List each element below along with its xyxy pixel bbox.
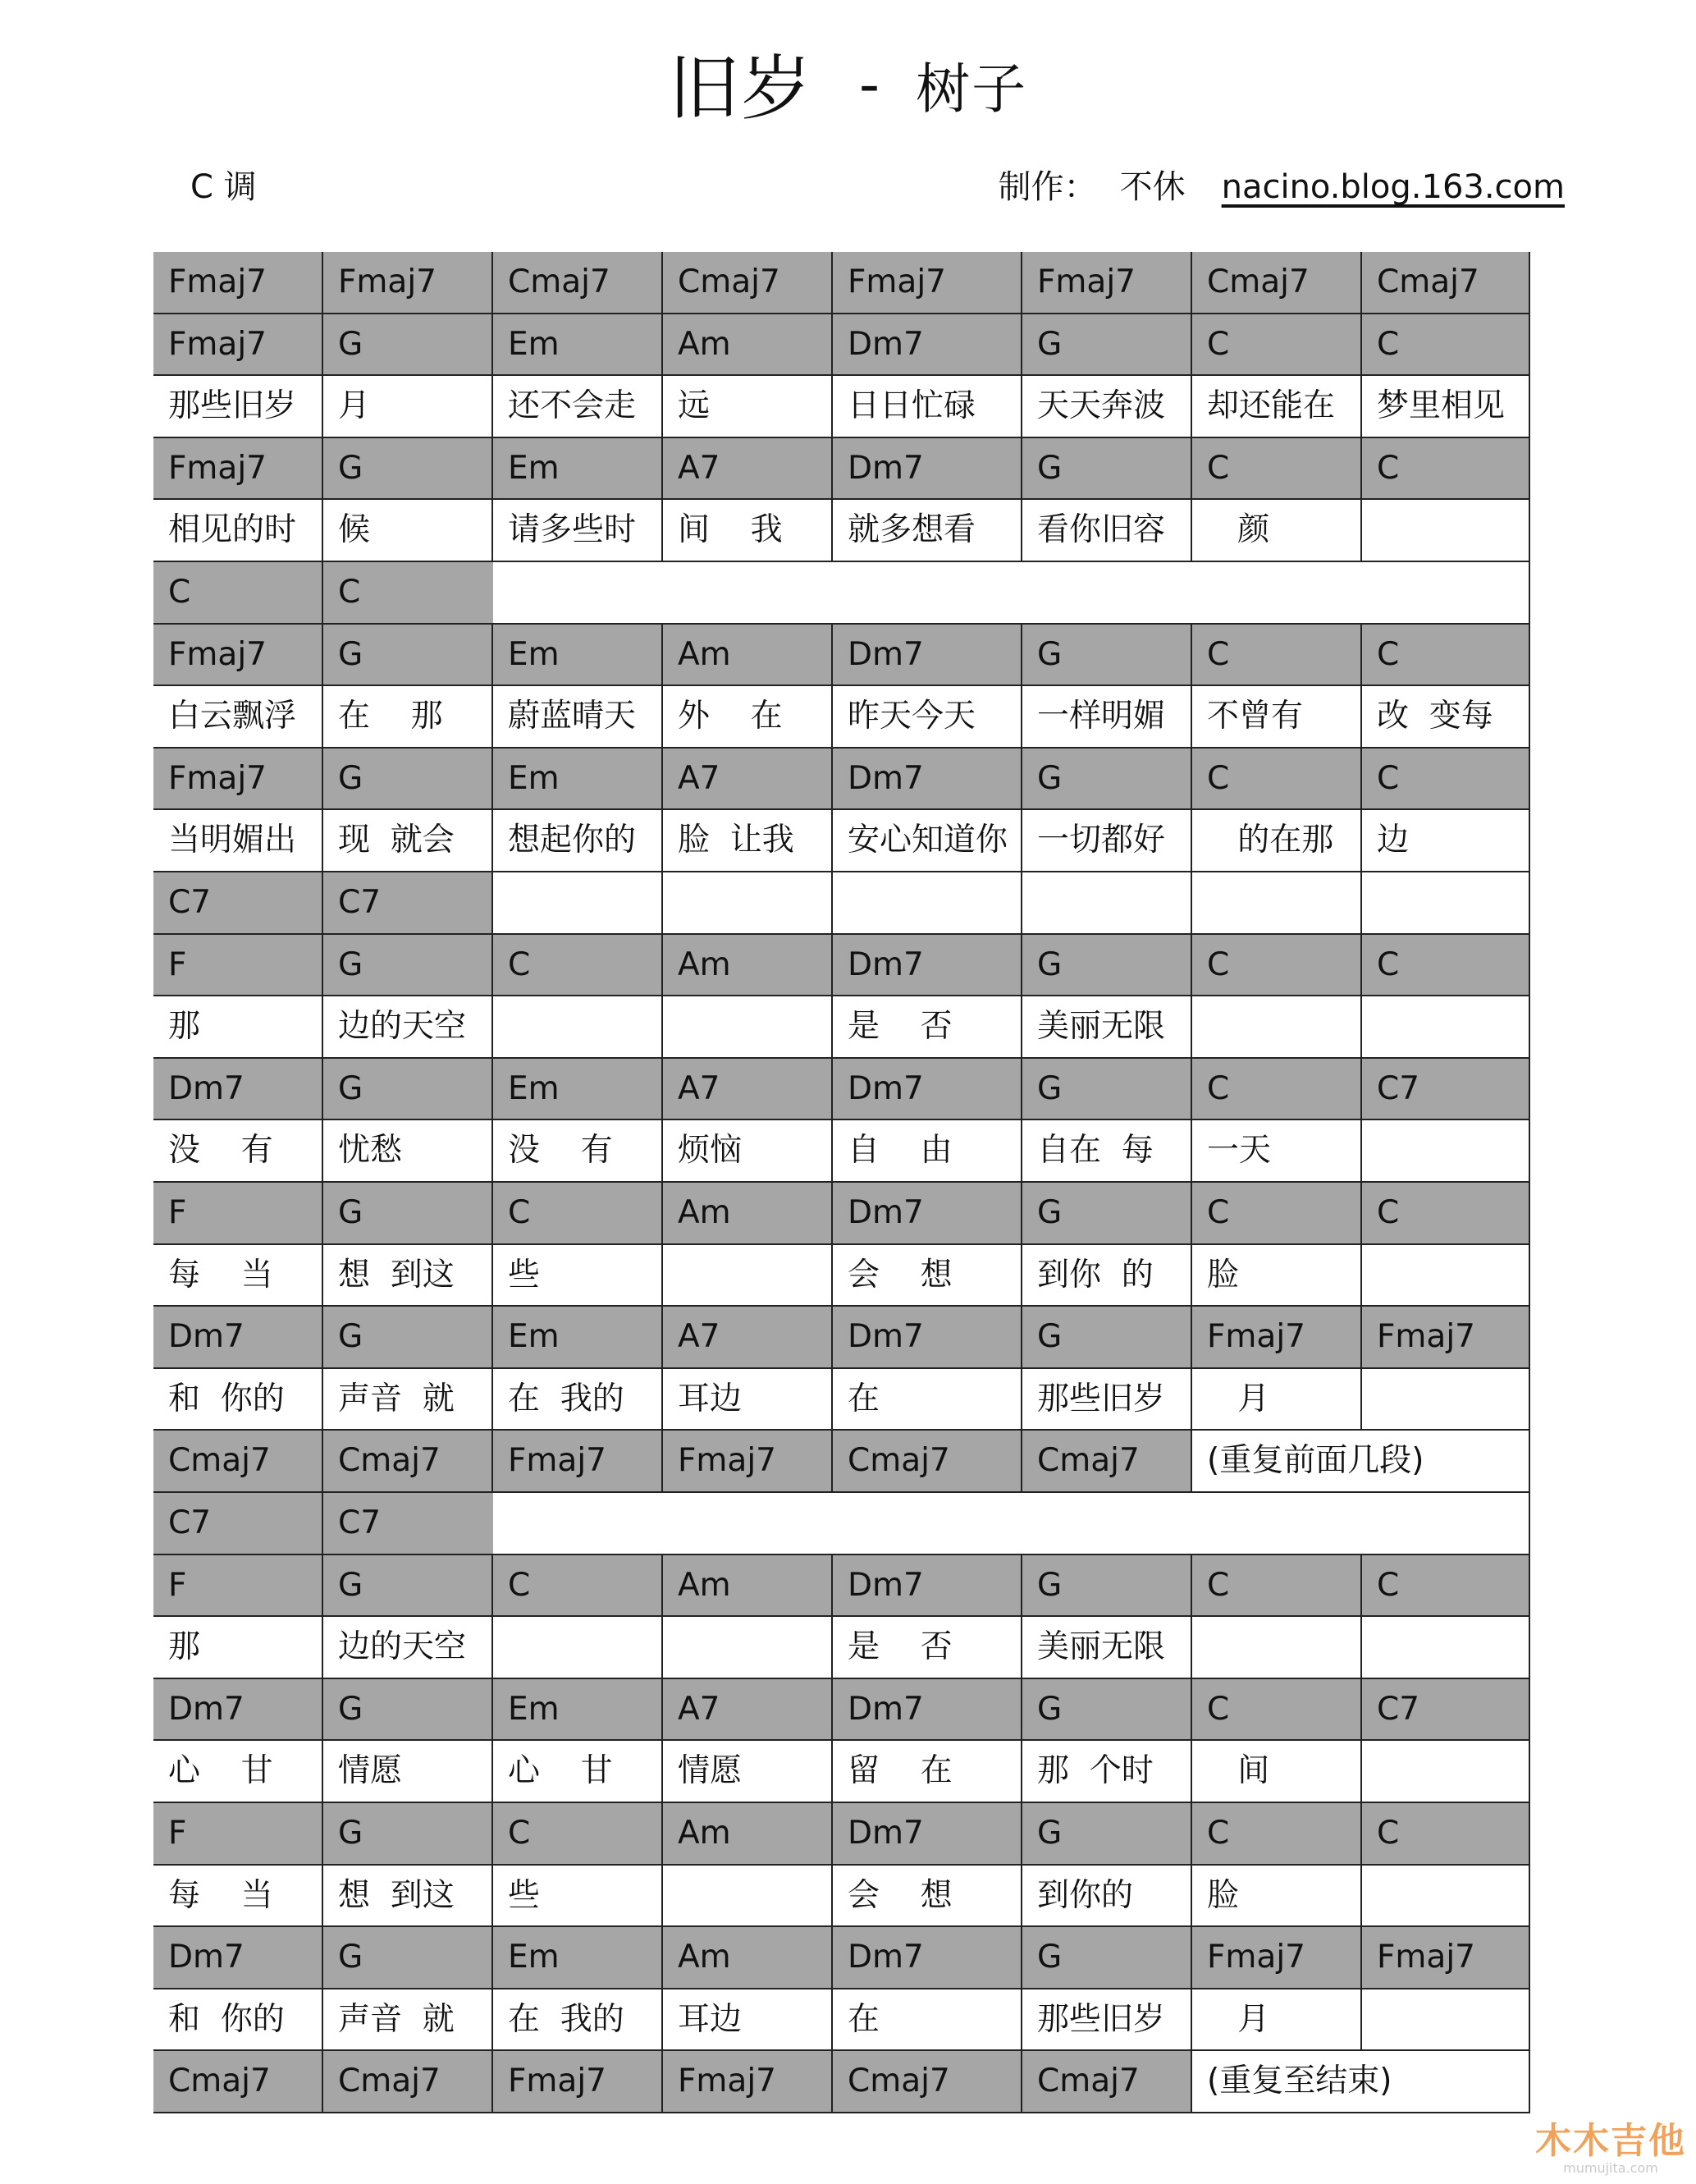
lyric-cell [493, 996, 663, 1059]
chord-cell: G [1022, 1059, 1192, 1121]
lyric-cell: 蔚蓝晴天 [493, 686, 663, 749]
lyric-cell: 在 我的 [493, 1989, 663, 2052]
lyric-cell [663, 996, 833, 1059]
lyric-cell: 在 我的 [493, 1369, 663, 1431]
chord-cell: Dm7 [833, 1059, 1022, 1121]
chord-cell: G [1022, 625, 1192, 687]
chord-cell: C7 [1362, 1679, 1530, 1742]
lyric-cell: 的在那 [1192, 810, 1362, 872]
chord-cell: G [1022, 1307, 1192, 1369]
chord-cell: A7 [663, 1679, 833, 1742]
chord-cell: C [1192, 1803, 1362, 1866]
lyric-cell: 些 [493, 1245, 663, 1307]
song-title: 旧岁 [668, 48, 813, 130]
chord-cell: G [323, 1679, 493, 1742]
lyric-cell: 自在 每 [1022, 1120, 1192, 1183]
chord-cell: C [1362, 625, 1530, 687]
chord-cell: C [1362, 1183, 1530, 1245]
lyric-cell: 想起你的 [493, 810, 663, 872]
chord-cell: G [1022, 314, 1192, 377]
chord-cell: Em [493, 1307, 663, 1369]
lyric-cell: 边的天空 [323, 996, 493, 1059]
chord-cell: Fmaj7 [493, 2051, 663, 2113]
chord-cell: G [323, 1555, 493, 1618]
lyric-cell: 心 甘 [493, 1741, 663, 1803]
chord-cell: Fmaj7 [1192, 1927, 1362, 1989]
chord-cell: C7 [323, 1493, 1530, 1555]
chord-sheet-table [153, 252, 1530, 2113]
chord-cell [493, 872, 663, 935]
chord-cell: Dm7 [833, 314, 1022, 377]
lyric-cell: 一切都好 [1022, 810, 1192, 872]
chord-cell: Dm7 [153, 1927, 323, 1989]
chord-cell: C7 [153, 1493, 323, 1555]
lyric-cell: 那 [153, 996, 323, 1059]
blank-span-cell [493, 1493, 1530, 1555]
chord-cell: C [493, 935, 663, 997]
chord-cell: Fmaj7 [663, 1431, 833, 1493]
lyric-cell: 一样明媚 [1022, 686, 1192, 749]
chord-cell: Fmaj7 [153, 625, 323, 687]
lyric-cell: 脸 [1192, 1866, 1362, 1928]
chord-cell: Fmaj7 [663, 2051, 833, 2113]
chord-cell: Dm7 [833, 438, 1022, 501]
chord-cell: G [323, 1307, 493, 1369]
lyric-cell: 间 [1192, 1741, 1362, 1803]
lyric-cell: 间 我 [663, 500, 833, 562]
lyric-cell: 日日忙碌 [833, 376, 1022, 438]
chord-cell: A7 [663, 749, 833, 811]
chord-cell: F [153, 1555, 323, 1618]
lyric-cell: 当明媚出 [153, 810, 323, 872]
lyric-cell: 一天 [1192, 1120, 1362, 1183]
lyric-cell [663, 1617, 833, 1679]
chord-cell: Cmaj7 [1362, 252, 1530, 314]
lyric-cell: 耳边 [663, 1989, 833, 2052]
lyric-cell: 留 在 [833, 1741, 1022, 1803]
lyric-cell: 美丽无限 [1022, 1617, 1192, 1679]
chord-cell: Dm7 [153, 1307, 323, 1369]
chord-cell: C [1192, 1555, 1362, 1618]
lyric-cell: 没 有 [153, 1120, 323, 1183]
lyric-cell [1362, 1866, 1530, 1928]
lyric-cell: 是 否 [833, 996, 1022, 1059]
lyric-cell: 那些旧岁 [1022, 1989, 1192, 2052]
lyric-cell: 外 在 [663, 686, 833, 749]
chord-cell [1022, 872, 1192, 935]
title-separator: - [858, 51, 882, 118]
chord-cell [663, 872, 833, 935]
chord-cell: Dm7 [833, 625, 1022, 687]
chord-cell: Fmaj7 [153, 749, 323, 811]
lyric-cell: 耳边 [663, 1369, 833, 1431]
chord-cell: C [153, 562, 323, 625]
lyric-cell: 声音 就 [323, 1989, 493, 2052]
lyric-cell: 那 [153, 1617, 323, 1679]
chord-cell: Am [663, 1803, 833, 1866]
chord-cell: C [493, 1183, 663, 1245]
chord-cell: G [323, 935, 493, 997]
chord-cell: G [323, 1927, 493, 1989]
chord-cell: G [323, 749, 493, 811]
lyric-cell [1192, 996, 1362, 1059]
chord-cell: Am [663, 314, 833, 377]
chord-cell: Em [493, 314, 663, 377]
artist-name: 树子 [916, 57, 1028, 121]
chord-cell: (重复前面几段) [1192, 1431, 1530, 1493]
blank-span-cell [493, 562, 1530, 625]
lyric-cell [1362, 1120, 1530, 1183]
chord-cell: Am [663, 1927, 833, 1989]
lyric-cell: 现 就会 [323, 810, 493, 872]
lyric-cell: 想 到这 [323, 1245, 493, 1307]
lyric-cell [1362, 1617, 1530, 1679]
lyric-cell: 情愿 [323, 1741, 493, 1803]
lyric-cell: 边 [1362, 810, 1530, 872]
lyric-cell [493, 1617, 663, 1679]
chord-cell: Am [663, 625, 833, 687]
chord-cell: Cmaj7 [1022, 1431, 1192, 1493]
lyric-cell: 在 [833, 1989, 1022, 2052]
chord-cell: G [1022, 1927, 1192, 1989]
chord-cell: C [1192, 438, 1362, 501]
lyric-cell: 自 由 [833, 1120, 1022, 1183]
chord-cell: C [1192, 749, 1362, 811]
chord-cell: G [1022, 935, 1192, 997]
chord-cell: C [323, 562, 1530, 625]
lyric-cell: 脸 让我 [663, 810, 833, 872]
chord-cell: Fmaj7 [833, 252, 1022, 314]
watermark-url: mumujita.com [1563, 2160, 1658, 2176]
lyric-cell: 烦恼 [663, 1120, 833, 1183]
chord-cell [1362, 872, 1530, 935]
lyric-cell: 想 到这 [323, 1866, 493, 1928]
chord-cell: Am [663, 1555, 833, 1618]
chord-cell: C [1192, 1059, 1362, 1121]
chord-cell: Cmaj7 [1192, 252, 1362, 314]
lyric-cell: 颜 [1192, 500, 1362, 562]
lyric-cell [1362, 1741, 1530, 1803]
chord-cell: Fmaj7 [153, 438, 323, 501]
chord-cell: Em [493, 438, 663, 501]
lyric-cell [1362, 1369, 1530, 1431]
chord-cell: Dm7 [833, 749, 1022, 811]
credit-line [999, 161, 1565, 208]
chord-cell: G [1022, 1555, 1192, 1618]
credit-label: 制作： [998, 168, 1097, 206]
lyric-cell: 相见的时 [153, 500, 323, 562]
lyric-cell: 边的天空 [323, 1617, 493, 1679]
chord-cell: C7 [323, 872, 493, 935]
lyric-cell: 月 [323, 376, 493, 438]
lyric-cell [663, 1866, 833, 1928]
chord-cell: Fmaj7 [323, 252, 493, 314]
chord-cell: G [323, 314, 493, 377]
lyric-cell: 情愿 [663, 1741, 833, 1803]
chord-cell: Fmaj7 [1022, 252, 1192, 314]
chord-cell: G [1022, 438, 1192, 501]
credit-author: 不休 [1119, 168, 1186, 206]
lyric-cell: 请多些时 [493, 500, 663, 562]
chord-cell: Dm7 [833, 1679, 1022, 1742]
chord-cell: Fmaj7 [1362, 1927, 1530, 1989]
chord-cell: Fmaj7 [153, 252, 323, 314]
lyric-cell: 那 个时 [1022, 1741, 1192, 1803]
chord-cell: Dm7 [833, 1927, 1022, 1989]
lyric-cell: 会 想 [833, 1866, 1022, 1928]
lyric-cell [663, 1245, 833, 1307]
chord-cell: C [1362, 438, 1530, 501]
chord-cell [1192, 872, 1362, 935]
lyric-cell: 些 [493, 1866, 663, 1928]
chord-cell: Dm7 [833, 1183, 1022, 1245]
lyric-cell: 天天奔波 [1022, 376, 1192, 438]
chord-cell: F [153, 1803, 323, 1866]
chord-cell: C7 [1362, 1059, 1530, 1121]
lyric-cell: 是 否 [833, 1617, 1022, 1679]
lyric-cell: 和 你的 [153, 1369, 323, 1431]
chord-cell: Em [493, 1679, 663, 1742]
chord-cell: G [323, 1803, 493, 1866]
chord-cell: G [323, 625, 493, 687]
chord-cell: C [1192, 935, 1362, 997]
chord-cell: G [1022, 749, 1192, 811]
chord-cell: Fmaj7 [493, 1431, 663, 1493]
chord-cell: Cmaj7 [1022, 2051, 1192, 2113]
lyric-cell: 月 [1192, 1369, 1362, 1431]
lyric-cell: 就多想看 [833, 500, 1022, 562]
chord-cell: Dm7 [833, 1803, 1022, 1866]
chord-cell: Cmaj7 [323, 2051, 493, 2113]
chord-cell: G [323, 438, 493, 501]
lyric-cell: 在 那 [323, 686, 493, 749]
lyric-cell: 看你旧容 [1022, 500, 1192, 562]
chord-cell: F [153, 935, 323, 997]
chord-cell: G [323, 1059, 493, 1121]
chord-cell: Cmaj7 [663, 252, 833, 314]
chord-cell: Cmaj7 [493, 252, 663, 314]
chord-cell: G [323, 1183, 493, 1245]
chord-cell: Cmaj7 [153, 1431, 323, 1493]
chord-cell: Am [663, 1183, 833, 1245]
chord-cell: Em [493, 625, 663, 687]
lyric-cell: 梦里相见 [1362, 376, 1530, 438]
chord-cell: A7 [663, 1307, 833, 1369]
chord-cell: A7 [663, 438, 833, 501]
chord-cell: Fmaj7 [1362, 1307, 1530, 1369]
lyric-cell [1362, 1989, 1530, 2052]
lyric-cell: 改 变每 [1362, 686, 1530, 749]
chord-cell: Em [493, 749, 663, 811]
chord-cell: Em [493, 1927, 663, 1989]
chord-cell: Am [663, 935, 833, 997]
lyric-cell: 远 [663, 376, 833, 438]
lyric-cell: 心 甘 [153, 1741, 323, 1803]
chord-cell: C [1192, 314, 1362, 377]
lyric-cell: 不曾有 [1192, 686, 1362, 749]
chord-cell: Dm7 [833, 1307, 1022, 1369]
song-key: C 调 [190, 168, 257, 206]
lyric-cell: 白云飘浮 [153, 686, 323, 749]
chord-cell: Fmaj7 [1192, 1307, 1362, 1369]
chord-cell: C [1192, 625, 1362, 687]
chord-cell: Dm7 [153, 1679, 323, 1742]
chord-cell: Dm7 [153, 1059, 323, 1121]
lyric-cell: 到你 的 [1022, 1245, 1192, 1307]
chord-cell: Cmaj7 [833, 2051, 1022, 2113]
blog-link[interactable]: nacino.blog.163.com [1221, 168, 1565, 206]
chord-cell: A7 [663, 1059, 833, 1121]
lyric-cell: 昨天今天 [833, 686, 1022, 749]
lyric-cell: 却还能在 [1192, 376, 1362, 438]
chord-cell: (重复至结束) [1192, 2051, 1530, 2113]
watermark-text: 木木吉他 [1535, 2120, 1686, 2162]
lyric-cell: 那些旧岁 [1022, 1369, 1192, 1431]
chord-cell: G [1022, 1183, 1192, 1245]
lyric-cell [1362, 500, 1530, 562]
lyric-cell: 到你的 [1022, 1866, 1192, 1928]
chord-cell: Cmaj7 [153, 2051, 323, 2113]
chord-cell: Em [493, 1059, 663, 1121]
chord-cell: C [1192, 1183, 1362, 1245]
lyric-cell: 那些旧岁 [153, 376, 323, 438]
lyric-cell: 安心知道你 [833, 810, 1022, 872]
lyric-cell: 没 有 [493, 1120, 663, 1183]
chord-cell: C [1362, 935, 1530, 997]
lyric-cell: 还不会走 [493, 376, 663, 438]
chord-cell: G [1022, 1803, 1192, 1866]
lyric-cell: 脸 [1192, 1245, 1362, 1307]
chord-cell: Fmaj7 [153, 314, 323, 377]
chord-cell: C [493, 1555, 663, 1618]
chord-cell: C [1362, 1555, 1530, 1618]
watermark-logo [1535, 2122, 1686, 2176]
chord-cell: C [1362, 314, 1530, 377]
chord-cell: C7 [153, 872, 323, 935]
lyric-cell: 候 [323, 500, 493, 562]
chord-cell: C [1362, 1803, 1530, 1866]
lyric-cell [1362, 1245, 1530, 1307]
lyric-cell: 每 当 [153, 1866, 323, 1928]
chord-cell: Cmaj7 [323, 1431, 493, 1493]
chord-cell: Dm7 [833, 935, 1022, 997]
lyric-cell [1192, 1617, 1362, 1679]
song-title-line [0, 31, 1696, 133]
chord-cell: Dm7 [833, 1555, 1022, 1618]
lyric-cell: 忧愁 [323, 1120, 493, 1183]
chord-cell: G [1022, 1679, 1192, 1742]
lyric-cell: 每 当 [153, 1245, 323, 1307]
lyric-cell: 和 你的 [153, 1989, 323, 2052]
lyric-cell [1362, 996, 1530, 1059]
lyric-cell: 会 想 [833, 1245, 1022, 1307]
chord-cell: C [1192, 1679, 1362, 1742]
chord-cell: Cmaj7 [833, 1431, 1022, 1493]
lyric-cell: 月 [1192, 1989, 1362, 2052]
lyric-cell: 在 [833, 1369, 1022, 1431]
chord-cell [833, 872, 1022, 935]
lyric-cell: 声音 就 [323, 1369, 493, 1431]
chord-cell: C [493, 1803, 663, 1866]
lyric-cell: 美丽无限 [1022, 996, 1192, 1059]
chord-cell: C [1362, 749, 1530, 811]
chord-cell: F [153, 1183, 323, 1245]
